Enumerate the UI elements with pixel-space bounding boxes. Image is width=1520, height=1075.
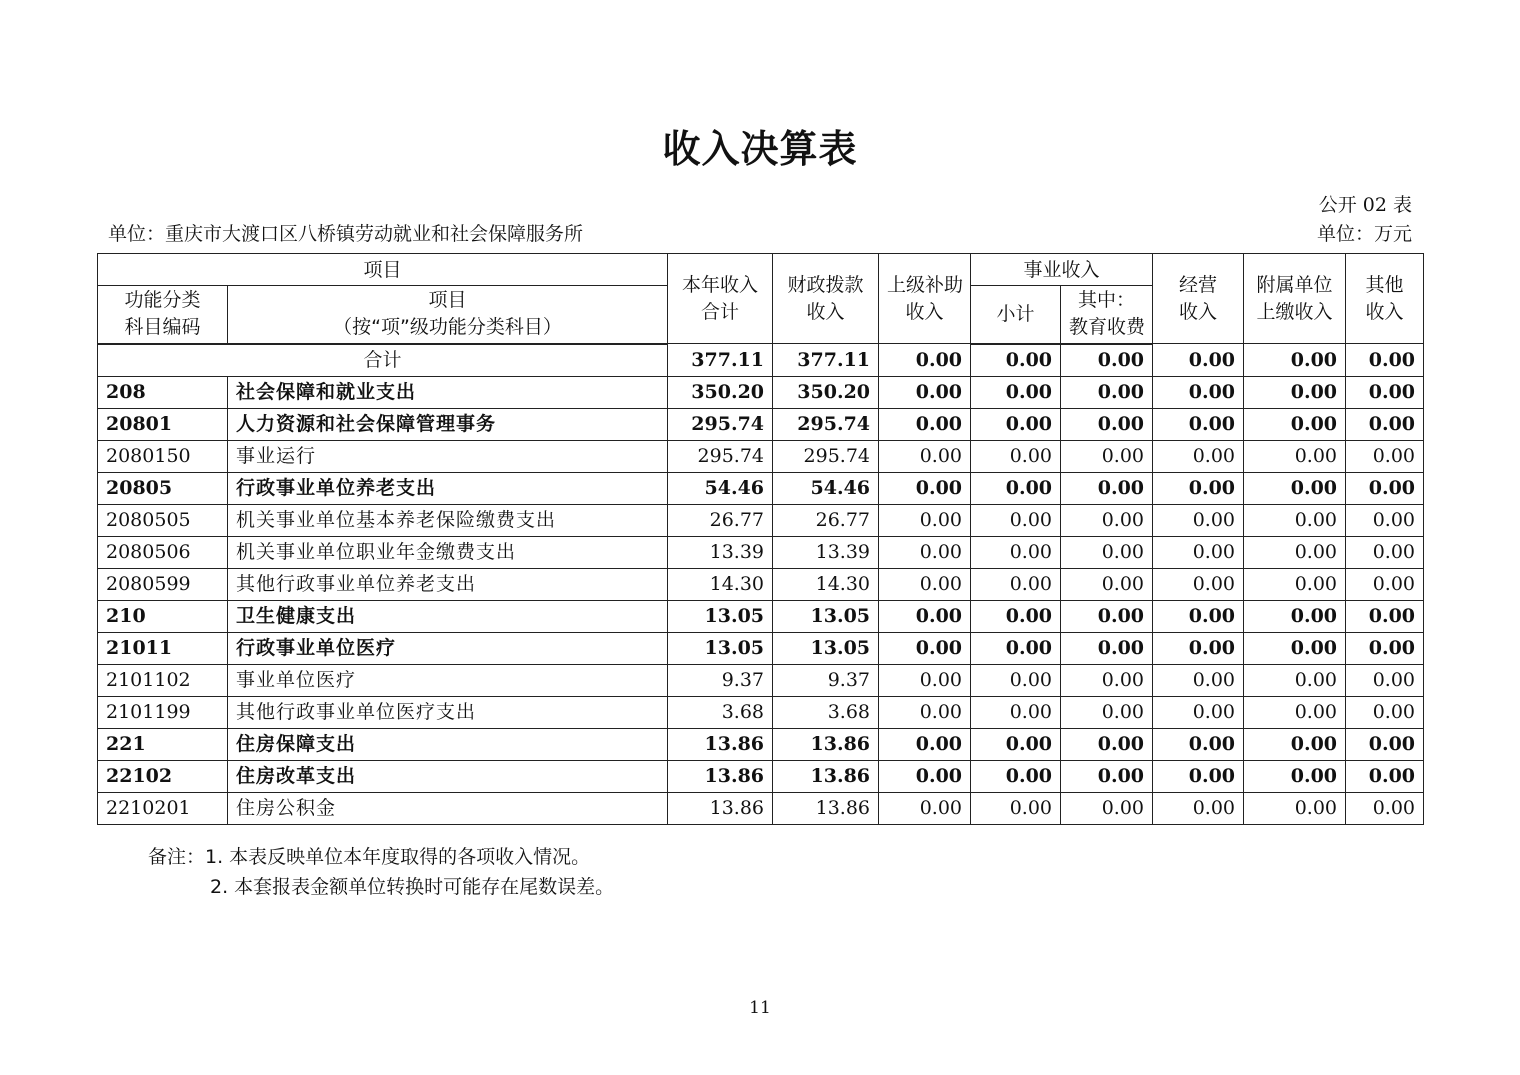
row-value: 0.00 [1061,408,1153,440]
row-value: 0.00 [1061,760,1153,792]
row-value: 0.00 [971,440,1061,472]
row-value: 0.00 [971,600,1061,632]
table-row [98,568,1424,600]
row-value: 0.00 [1244,504,1346,536]
row-name: 住房公积金 [228,792,668,824]
row-code: 2080506 [98,536,228,568]
row-value: 0.00 [971,408,1061,440]
row-value: 0.00 [1244,760,1346,792]
row-value: 0.00 [1346,472,1424,504]
table-row [98,408,1424,440]
row-value: 0.00 [971,728,1061,760]
row-name: 事业单位医疗 [228,664,668,696]
header-subtotal: 小计 [971,286,1061,344]
row-value: 0.00 [1153,440,1244,472]
row-name: 人力资源和社会保障管理事务 [228,408,668,440]
row-value: 0.00 [1061,632,1153,664]
row-value: 3.68 [668,696,773,728]
row-code: 221 [98,728,228,760]
header-affiliated-income: 附属单位 上缴收入 [1244,254,1346,344]
header-superior-subsidy: 上级补助 收入 [879,254,971,344]
row-value: 0.00 [879,760,971,792]
page-title: 收入决算表 [662,127,858,171]
row-value: 0.00 [1346,568,1424,600]
total-value: 377.11 [668,344,773,377]
row-value: 0.00 [971,664,1061,696]
row-value: 9.37 [773,664,879,696]
row-value: 13.05 [773,632,879,664]
row-value: 54.46 [773,472,879,504]
row-value: 0.00 [971,536,1061,568]
row-value: 13.86 [773,792,879,824]
notes-label: 备注： [148,846,206,868]
total-value: 0.00 [1153,344,1244,377]
row-code: 2101102 [98,664,228,696]
row-value: 0.00 [1244,408,1346,440]
row-value: 0.00 [971,696,1061,728]
row-value: 0.00 [879,792,971,824]
table-row [98,632,1424,664]
table-row [98,440,1424,472]
total-value: 0.00 [879,344,971,377]
row-value: 0.00 [1153,376,1244,408]
row-value: 295.74 [668,408,773,440]
row-value: 13.86 [773,728,879,760]
row-value: 0.00 [1346,696,1424,728]
table-row [98,664,1424,696]
row-value: 295.74 [773,440,879,472]
row-name: 卫生健康支出 [228,600,668,632]
row-value: 0.00 [971,568,1061,600]
row-value: 0.00 [1153,536,1244,568]
row-name: 事业运行 [228,440,668,472]
row-value: 0.00 [1061,376,1153,408]
header-fiscal-appropriation: 财政拨款 收入 [773,254,879,344]
row-name: 行政事业单位养老支出 [228,472,668,504]
row-value: 54.46 [668,472,773,504]
total-value: 0.00 [1244,344,1346,377]
row-value: 0.00 [971,472,1061,504]
row-value: 0.00 [1346,536,1424,568]
row-value: 0.00 [1346,760,1424,792]
row-value: 0.00 [1244,664,1346,696]
row-name: 行政事业单位医疗 [228,632,668,664]
row-value: 0.00 [1346,600,1424,632]
row-value: 0.00 [1061,792,1153,824]
row-name: 机关事业单位职业年金缴费支出 [228,536,668,568]
row-value: 13.05 [668,632,773,664]
row-value: 295.74 [668,440,773,472]
row-value: 0.00 [971,504,1061,536]
total-row [98,344,1424,377]
row-code: 208 [98,376,228,408]
row-value: 0.00 [971,632,1061,664]
row-value: 0.00 [1153,600,1244,632]
row-value: 0.00 [1346,664,1424,696]
row-value: 295.74 [773,408,879,440]
row-value: 14.30 [773,568,879,600]
row-value: 0.00 [971,792,1061,824]
row-code: 20801 [98,408,228,440]
row-value: 0.00 [1153,472,1244,504]
row-code: 2210201 [98,792,228,824]
row-value: 350.20 [773,376,879,408]
row-value: 0.00 [1346,632,1424,664]
row-value: 350.20 [668,376,773,408]
row-value: 0.00 [1061,600,1153,632]
form-number: 公开 02 表 [1318,194,1412,216]
note-item: 2. 本套报表金额单位转换时可能存在尾数误差。 [210,876,615,898]
row-value: 0.00 [1244,568,1346,600]
header-total-income: 本年收入 合计 [668,254,773,344]
currency-unit: 单位：万元 [1316,223,1412,245]
total-value: 377.11 [773,344,879,377]
row-value: 0.00 [1244,696,1346,728]
row-value: 26.77 [773,504,879,536]
row-code: 2101199 [98,696,228,728]
row-code: 22102 [98,760,228,792]
row-value: 13.86 [668,728,773,760]
row-value: 0.00 [879,600,971,632]
row-code: 210 [98,600,228,632]
total-label: 合计 [98,344,668,377]
row-value: 13.86 [668,792,773,824]
header-other-income: 其他 收入 [1346,254,1424,344]
row-value: 0.00 [1346,376,1424,408]
row-value: 0.00 [1061,696,1153,728]
row-value: 0.00 [1244,632,1346,664]
row-code: 2080505 [98,504,228,536]
row-value: 0.00 [879,376,971,408]
table-row [98,376,1424,408]
row-value: 13.86 [668,760,773,792]
table-row [98,472,1424,504]
row-value: 0.00 [1153,696,1244,728]
row-value: 9.37 [668,664,773,696]
table-row [98,792,1424,824]
table-row [98,696,1424,728]
table-row [98,536,1424,568]
row-value: 0.00 [879,472,971,504]
note-item: 1. 本表反映单位本年度取得的各项收入情况。 [205,846,591,868]
table-row [98,600,1424,632]
header-project-name: 项目 （按“项”级功能分类科目） [228,286,668,344]
row-value: 0.00 [1244,472,1346,504]
row-value: 0.00 [1153,408,1244,440]
row-value: 0.00 [879,440,971,472]
row-value: 0.00 [1153,664,1244,696]
row-value: 0.00 [1244,376,1346,408]
row-code: 21011 [98,632,228,664]
row-value: 0.00 [1346,728,1424,760]
row-value: 0.00 [1346,440,1424,472]
row-value: 0.00 [1061,472,1153,504]
row-value: 0.00 [1153,792,1244,824]
row-value: 0.00 [879,504,971,536]
total-value: 0.00 [971,344,1061,377]
row-value: 0.00 [1061,440,1153,472]
row-value: 0.00 [1244,728,1346,760]
row-value: 0.00 [971,760,1061,792]
row-value: 0.00 [879,632,971,664]
row-value: 0.00 [1153,632,1244,664]
row-name: 住房保障支出 [228,728,668,760]
row-value: 0.00 [1153,760,1244,792]
income-table [97,253,1424,825]
row-value: 0.00 [879,568,971,600]
table-row [98,504,1424,536]
row-value: 0.00 [879,664,971,696]
total-value: 0.00 [1346,344,1424,377]
row-value: 13.05 [668,600,773,632]
row-value: 13.39 [773,536,879,568]
header-function-code: 功能分类 科目编码 [98,286,228,344]
row-value: 0.00 [1346,504,1424,536]
row-value: 0.00 [1061,664,1153,696]
row-value: 0.00 [879,536,971,568]
row-value: 0.00 [1061,504,1153,536]
row-value: 0.00 [879,696,971,728]
row-value: 13.86 [773,760,879,792]
row-value: 0.00 [1244,536,1346,568]
row-code: 2080150 [98,440,228,472]
table-row [98,760,1424,792]
row-value: 14.30 [668,568,773,600]
row-value: 0.00 [1061,536,1153,568]
row-name: 其他行政事业单位医疗支出 [228,696,668,728]
row-value: 0.00 [971,376,1061,408]
row-name: 住房改革支出 [228,760,668,792]
header-operating-income: 经营 收入 [1153,254,1244,344]
header-project-group: 项目 [98,254,668,286]
row-value: 13.39 [668,536,773,568]
row-value: 0.00 [879,408,971,440]
row-value: 3.68 [773,696,879,728]
row-value: 0.00 [1153,568,1244,600]
notes [148,842,614,902]
row-code: 20805 [98,472,228,504]
total-value: 0.00 [1061,344,1153,377]
row-code: 2080599 [98,568,228,600]
row-name: 社会保障和就业支出 [228,376,668,408]
reporting-unit: 单位：重庆市大渡口区八桥镇劳动就业和社会保障服务所 [108,223,584,245]
row-value: 0.00 [1346,792,1424,824]
row-value: 0.00 [1061,728,1153,760]
page-number: 11 [749,998,771,1018]
row-value: 0.00 [1061,568,1153,600]
row-value: 13.05 [773,600,879,632]
table-row [98,728,1424,760]
row-value: 0.00 [879,728,971,760]
row-value: 0.00 [1346,408,1424,440]
row-name: 机关事业单位基本养老保险缴费支出 [228,504,668,536]
row-value: 0.00 [1244,600,1346,632]
row-name: 其他行政事业单位养老支出 [228,568,668,600]
row-value: 26.77 [668,504,773,536]
row-value: 0.00 [1153,504,1244,536]
row-value: 0.00 [1153,728,1244,760]
header-career-income: 事业收入 [971,254,1153,286]
header-education-fee: 其中： 教育收费 [1061,286,1153,344]
row-value: 0.00 [1244,440,1346,472]
row-value: 0.00 [1244,792,1346,824]
